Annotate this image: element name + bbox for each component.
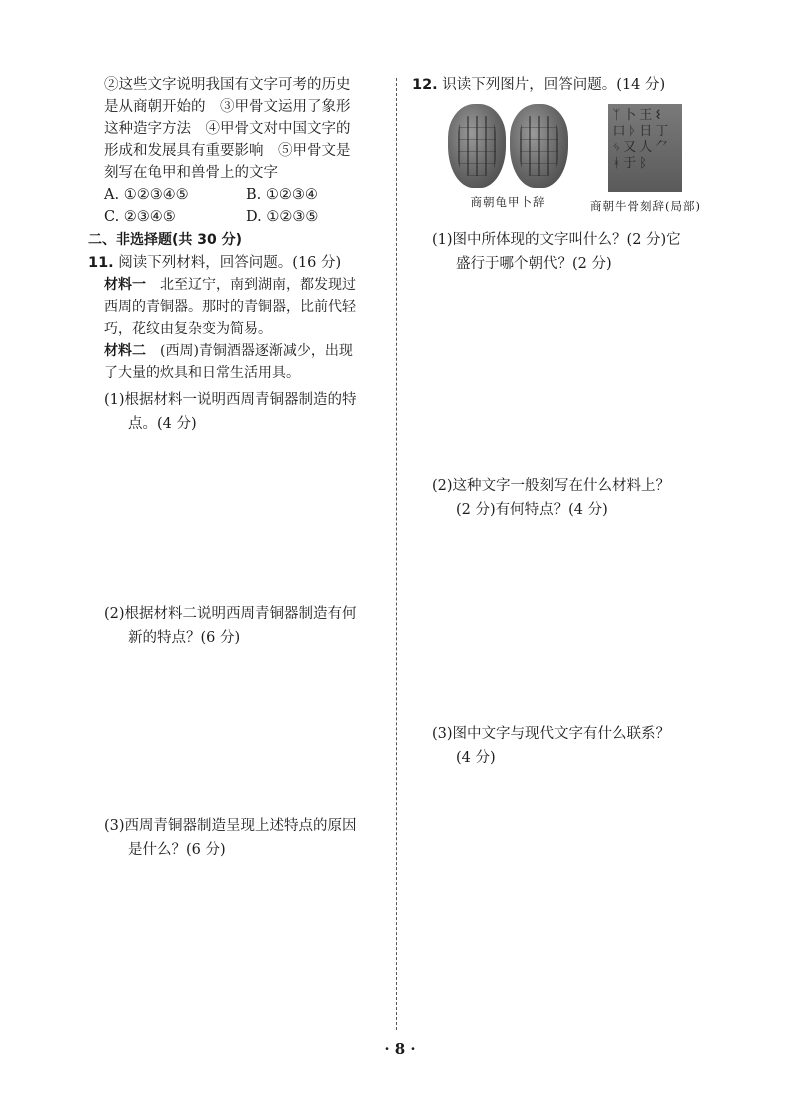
q12-sub2 [408, 474, 728, 522]
material1-line: 北至辽宁，南到湖南，都发现过 [146, 277, 356, 293]
q11-sub2-line: 新的特点？(6 分) [128, 630, 241, 646]
figure1-caption: 商朝龟甲卜辞 [470, 195, 546, 209]
q11-sub3-line: (3)西周青铜器制造呈现上述特点的原因 [104, 818, 357, 834]
material-two [88, 340, 388, 362]
figure-turtle-shell [448, 104, 568, 214]
option-d: D. ①②③⑤ [246, 209, 319, 225]
q10-line: 刻写在龟甲和兽骨上的文字 [104, 165, 278, 181]
shell-left [448, 104, 506, 188]
q12-sub2-line: (2)这种文字一般刻写在什么材料上？ [432, 478, 671, 494]
q10-line: 这种造字方法 ④甲骨文对中国文字的 [104, 121, 351, 137]
q11-text: 阅读下列材料，回答问题。(16 分) [118, 255, 342, 271]
left-column [88, 74, 388, 862]
q11-sub2 [88, 602, 388, 650]
q12-text: 识读下列图片，回答问题。(14 分) [442, 77, 666, 93]
q12-sub3 [408, 722, 728, 770]
q10-line: 是从商朝开始的 ③甲骨文运用了象形 [104, 99, 351, 115]
q10-options-row1 [88, 184, 388, 206]
right-column [408, 74, 728, 770]
ox-bone-image: ᛉ卜王𐌔口ᚦ日丁ᛃ又人⺈ᚼ于ᛒ [608, 104, 682, 192]
q10-line: ②这些文字说明我国有文字可考的历史 [104, 77, 351, 93]
q11-sub1-line: 点。(4 分) [128, 416, 197, 432]
figure2-caption: 商朝牛骨刻辞(局部) [590, 199, 701, 213]
q11-stem [88, 252, 388, 274]
q11-sub3-line: 是什么？(6 分) [128, 842, 226, 858]
q11-sub3 [88, 814, 388, 862]
q12-sub2-line: (2 分)有何特点？(4 分) [456, 502, 608, 518]
material-one [88, 274, 388, 296]
option-a: A. ①②③④⑤ [104, 187, 189, 203]
page-number: · 8 · [384, 1040, 416, 1058]
q12-stem [408, 74, 728, 96]
q10-options-row2 [88, 206, 388, 228]
q10-line: 形成和发展具有重要影响 ⑤甲骨文是 [104, 143, 351, 159]
q12-sub1 [408, 228, 728, 276]
q12-sub3-line: (4 分) [456, 750, 496, 766]
option-c: C. ②③④⑤ [104, 209, 176, 225]
q12-sub3-line: (3)图中文字与现代文字有什么联系？ [432, 726, 671, 742]
material1-label: 材料一 [104, 277, 146, 293]
turtle-shell-image [448, 104, 568, 188]
section-title: 二、非选择题(共 30 分) [88, 232, 243, 248]
q11-sub1-line: (1)根据材料一说明西周青铜器制造的特 [104, 392, 357, 408]
column-divider [396, 78, 397, 1030]
q11-sub2-line: (2)根据材料二说明西周青铜器制造有何 [104, 606, 357, 622]
q11-sub1 [88, 388, 388, 436]
q11-number: 11. [88, 255, 114, 271]
material1-line: 巧，花纹由复杂变为简易。 [104, 321, 272, 337]
material2-line: (西周)青铜酒器逐渐减少，出现 [146, 343, 353, 359]
q12-figures [408, 104, 728, 214]
shell-right [510, 104, 568, 188]
material1-line: 西周的青铜器。那时的青铜器，比前代轻 [104, 299, 356, 315]
material2-label: 材料二 [104, 343, 146, 359]
option-b: B. ①②③④ [246, 187, 318, 203]
q12-number: 12. [412, 77, 438, 93]
figure-ox-bone [590, 104, 701, 214]
q12-sub1-line: (1)图中所体现的文字叫什么？(2 分)它 [432, 232, 681, 248]
material2-line: 了大量的炊具和日常生活用具。 [104, 365, 300, 381]
q10-continuation [88, 74, 388, 184]
q12-sub1-line: 盛行于哪个朝代？(2 分) [456, 256, 612, 272]
